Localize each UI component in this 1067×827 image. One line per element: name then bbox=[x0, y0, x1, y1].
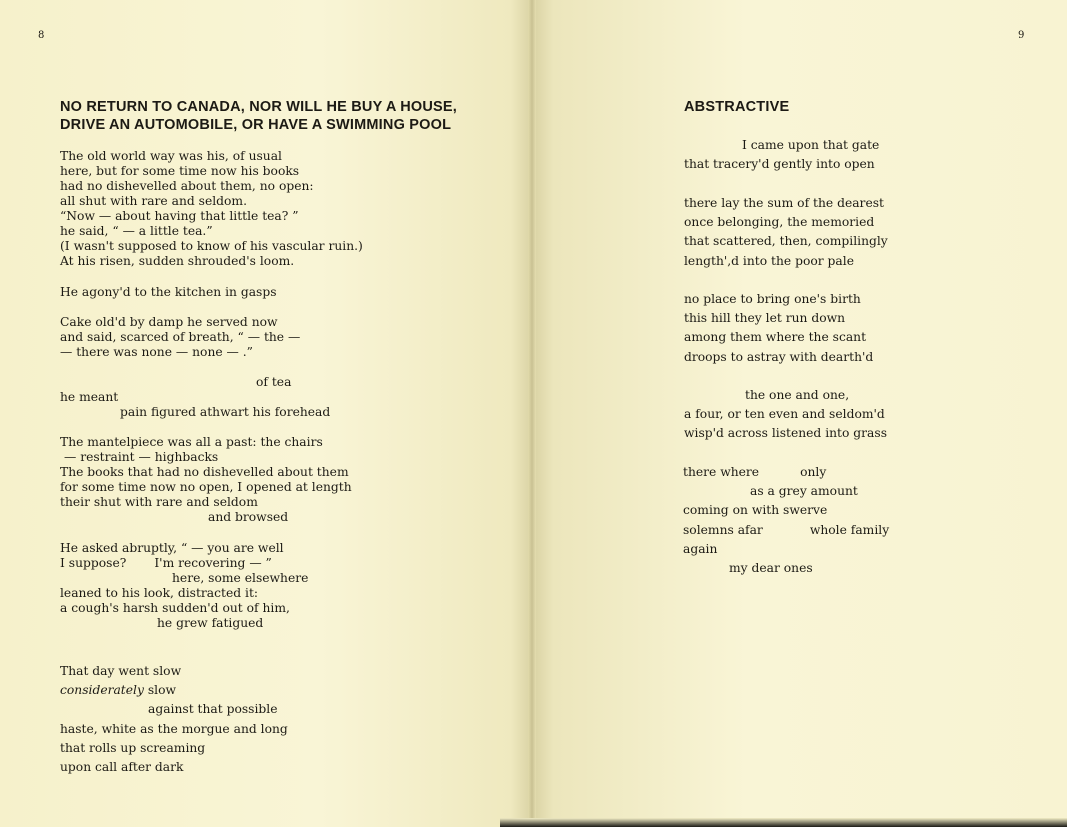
title-line: NO RETURN TO CANADA, NOR WILL HE BUY A HOUSE, bbox=[60, 99, 458, 115]
poem-line: he meant bbox=[60, 390, 119, 404]
poem-line: the one and one, bbox=[745, 388, 850, 402]
poem-line: leaned to his look, distracted it: bbox=[60, 586, 259, 600]
poem-line: haste, white as the morgue and long bbox=[60, 721, 288, 736]
poem-line bbox=[683, 521, 889, 540]
poem-line: The old world way was his, of usual bbox=[60, 149, 282, 163]
poem-line: their shut with rare and seldom bbox=[60, 495, 258, 509]
poem-line: At his risen, sudden shrouded's loom. bbox=[60, 254, 295, 268]
poem-line: had no dishevelled about them, no open: bbox=[60, 179, 314, 193]
poem-line: length',d into the poor pale bbox=[684, 253, 854, 268]
right-stanza-1 bbox=[684, 136, 879, 174]
book-gutter bbox=[528, 0, 536, 827]
poem-line: as a grey amount bbox=[750, 484, 858, 499]
poem-line: here, but for some time now his books bbox=[60, 164, 300, 178]
page-edge-shadow bbox=[500, 818, 1067, 827]
poem-line: there lay the sum of the dearest bbox=[684, 196, 884, 210]
poem-fragment: solemns afar bbox=[683, 522, 763, 537]
poem-line: “Now — about having that little tea? ” bbox=[60, 209, 299, 223]
poem-line: here, some elsewhere bbox=[172, 571, 309, 585]
poem-line: a cough's harsh sudden'd out of him, bbox=[60, 601, 290, 615]
poem-line: against that possible bbox=[148, 702, 278, 717]
left-stanza-7 bbox=[60, 662, 288, 777]
poem-line: Cake old'd by damp he served now bbox=[60, 315, 278, 329]
poem-line: — there was none — none — .” bbox=[60, 345, 253, 359]
left-stanza-4 bbox=[60, 375, 330, 420]
poem-line: he grew fatigued bbox=[157, 616, 264, 630]
poem-line: that rolls up screaming bbox=[60, 740, 206, 755]
poem-line: of tea bbox=[256, 375, 292, 389]
poem-line: wisp'd across listened into grass bbox=[684, 426, 888, 441]
left-stanza-3 bbox=[60, 315, 300, 360]
poem-fragment: there where bbox=[683, 465, 760, 479]
right-stanza-5 bbox=[683, 463, 889, 578]
poem-line: for some time now no open, I opened at length bbox=[60, 480, 352, 494]
poem-line: (I wasn't supposed to know of his vascular ruin.) bbox=[60, 239, 363, 253]
page-number-right: 9 bbox=[1018, 30, 1025, 41]
poem-line: I came upon that gate bbox=[742, 138, 880, 152]
left-stanza-5 bbox=[60, 435, 352, 525]
poem-line: that scattered, then, compilingly bbox=[684, 234, 888, 249]
poem-line: He asked abruptly, “ — you are well bbox=[60, 541, 284, 555]
poem-line: The mantelpiece was all a past: the chairs bbox=[60, 435, 323, 449]
poem-line: among them where the scant bbox=[684, 330, 867, 345]
poem-line: once belonging, the memoried bbox=[684, 215, 875, 230]
title-line: DRIVE AN AUTOMOBILE, OR HAVE A SWIMMING POOL bbox=[60, 117, 452, 133]
poem-fragment: only bbox=[800, 465, 827, 479]
poem-title-left bbox=[60, 98, 457, 134]
poem-line: upon call after dark bbox=[60, 759, 184, 774]
poem-fragment: I'm recovering — ” bbox=[154, 556, 272, 570]
poem-line: droops to astray with dearth'd bbox=[684, 349, 874, 364]
poem-line: pain figured athwart his forehead bbox=[120, 405, 331, 419]
poem-line bbox=[60, 556, 308, 571]
right-stanza-3 bbox=[684, 290, 873, 367]
poem-line: no place to bring one's birth bbox=[684, 292, 861, 306]
title-line: ABSTRACTIVE bbox=[684, 99, 790, 115]
poem-line: that tracery'd gently into open bbox=[684, 157, 875, 172]
poem-line: He agony'd to the kitchen in gasps bbox=[60, 285, 277, 299]
poem-line: all shut with rare and seldom. bbox=[60, 194, 248, 208]
left-stanza-1 bbox=[60, 149, 363, 269]
poem-line: The books that had no dishevelled about them bbox=[60, 465, 349, 479]
poem-line: That day went slow bbox=[60, 664, 182, 678]
poem-line: again bbox=[683, 541, 718, 556]
left-stanza-2 bbox=[60, 285, 277, 300]
poem-line: this hill they let run down bbox=[684, 311, 846, 326]
poem-line bbox=[683, 463, 889, 482]
poem-line: coming on with swerve bbox=[683, 503, 828, 518]
right-stanza-4 bbox=[684, 386, 887, 444]
poem-line: a four, or ten even and seldom'd bbox=[684, 407, 885, 422]
poem-line: and browsed bbox=[208, 510, 289, 524]
poem-line: and said, scarced of breath, “ — the — bbox=[60, 330, 301, 344]
poem-fragment: I suppose? bbox=[60, 556, 127, 570]
poem-fragment: whole family bbox=[809, 522, 890, 537]
right-stanza-2 bbox=[684, 194, 888, 271]
poem-fragment-italic: considerately bbox=[60, 683, 144, 698]
poem-line: he said, “ — a little tea.” bbox=[60, 224, 213, 238]
poem-title-right bbox=[684, 98, 789, 116]
page-number-left: 8 bbox=[38, 30, 45, 41]
poem-fragment: slow bbox=[147, 683, 177, 698]
left-stanza-6 bbox=[60, 541, 308, 631]
poem-line: my dear ones bbox=[729, 560, 813, 575]
poem-line: — restraint — highbacks bbox=[64, 450, 219, 464]
poem-line bbox=[60, 681, 288, 700]
